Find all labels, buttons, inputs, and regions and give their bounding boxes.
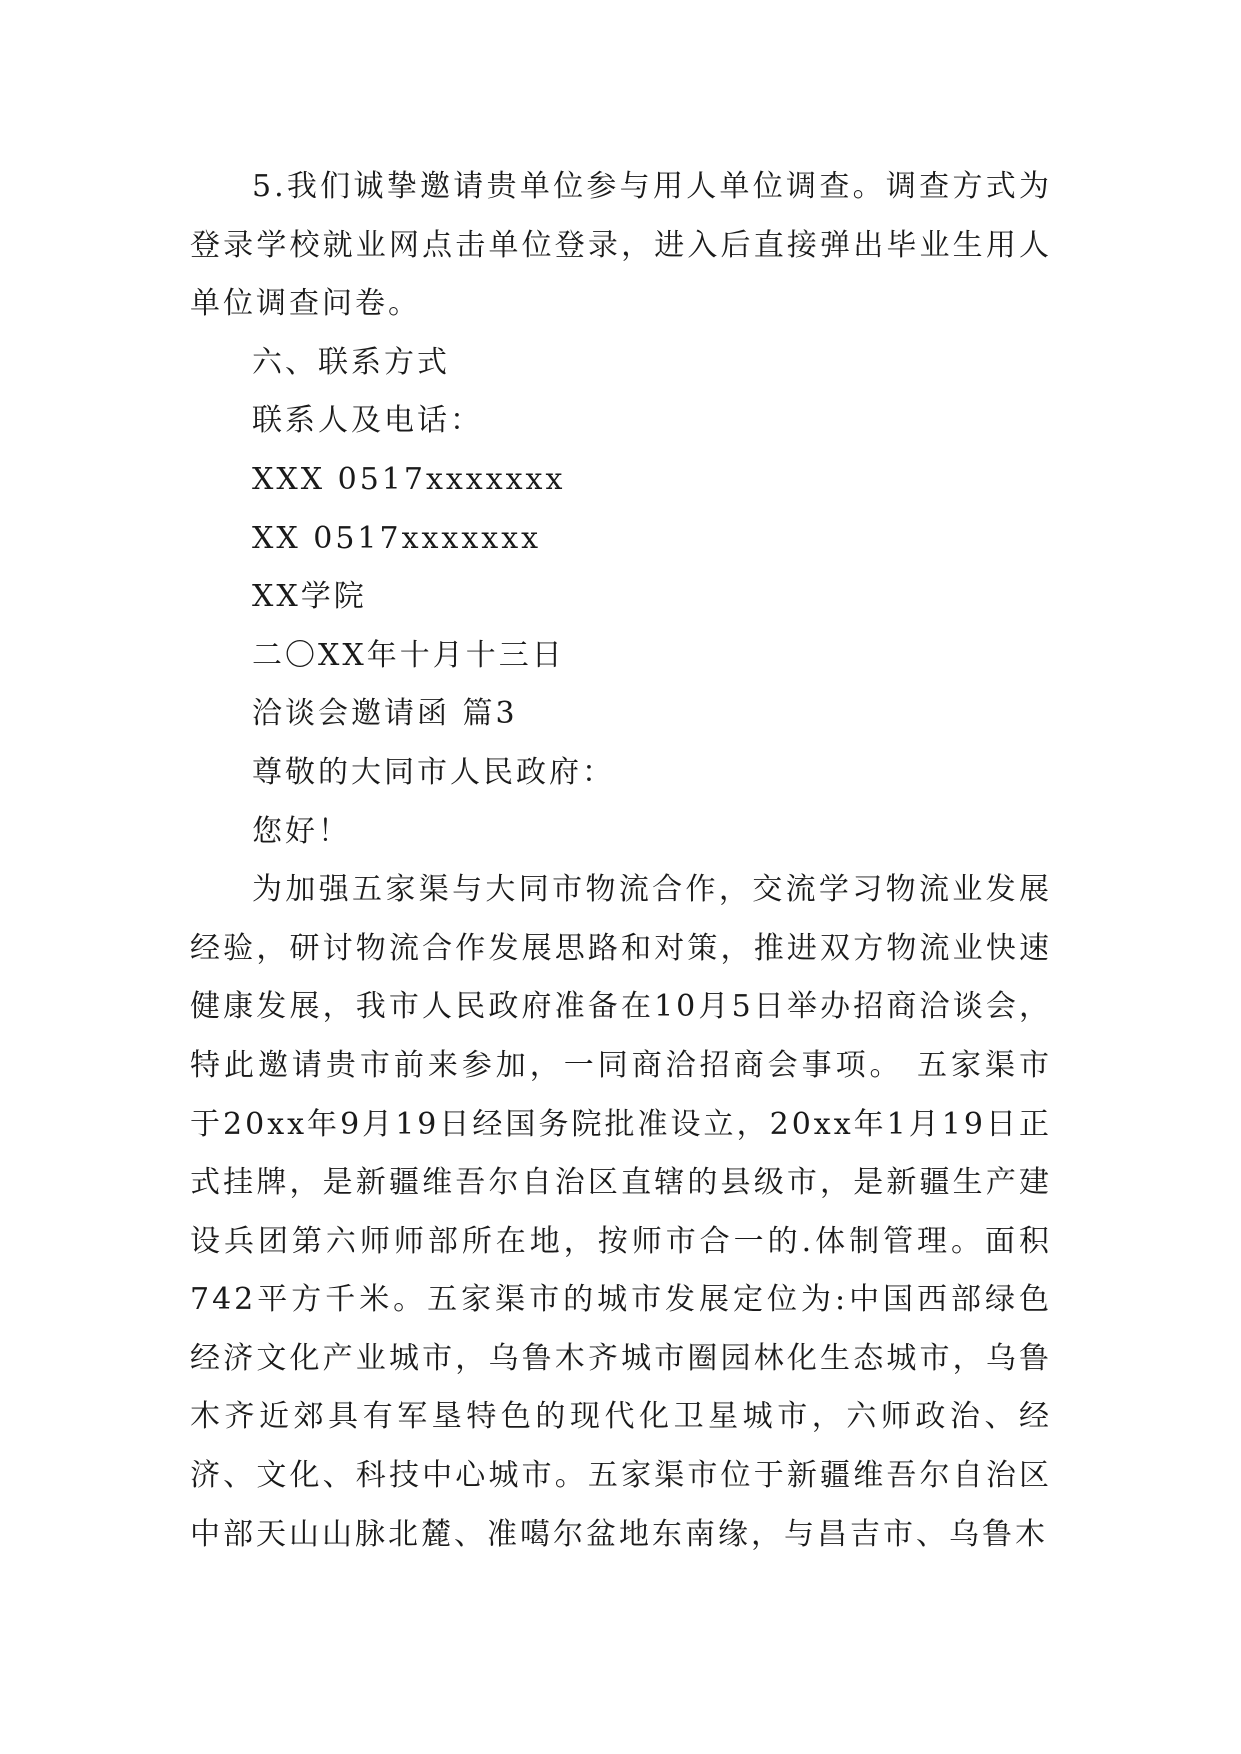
document-body [190, 158, 1052, 1564]
contact-entry-2: XX 0517xxxxxxx [252, 520, 542, 556]
survey-paragraph: 5.我们诚挚邀请贵单位参与用人单位调查。调查方式为登录学校就业网点击单位登录，进入后直接弹出毕业生用人单位调查问卷。 [190, 169, 1052, 322]
document-date: 二〇XX年十月十三日 [252, 637, 565, 673]
school-name: XX学院 [252, 579, 367, 615]
section-heading-contact: 六、联系方式 [252, 344, 450, 380]
contact-label: 联系人及电话： [252, 403, 483, 439]
salutation: 尊敬的大同市人民政府： [252, 754, 615, 790]
body-paragraph: 为加强五家渠与大同市物流合作，交流学习物流业发展经验，研讨物流合作发展思路和对策，推进双方物流业快速健康发展，我市人民政府准备在10月5日举办招商洽谈会，特此邀请贵市前来参加，一同商洽招商会事项。 五家渠市于20xx年9月19日经国务院批准设立，20xx年1月19日正式挂牌，是新疆维吾尔自治区直辖的县级市，是新疆生产建设兵团第六师师部所在地，按师市合一的.体制管理。面积742平方千米。五家渠市的城市发展定位为:中国西部绿色经济文化产业城市，乌鲁木齐城市圈园林化生态城市，乌鲁木齐近郊具有军垦特色的现代化卫星城市，六师政治、经济、文化、科技中心城市。五家渠市位于新疆维吾尔自治区中部天山山脉北麓、准噶尔盆地东南缘，与昌吉市、乌鲁木 [190, 872, 1052, 1552]
contact-entry-1: XXX 0517xxxxxxx [252, 461, 566, 497]
letter-title: 洽谈会邀请函 篇3 [252, 696, 518, 732]
greeting: 您好！ [252, 813, 351, 849]
